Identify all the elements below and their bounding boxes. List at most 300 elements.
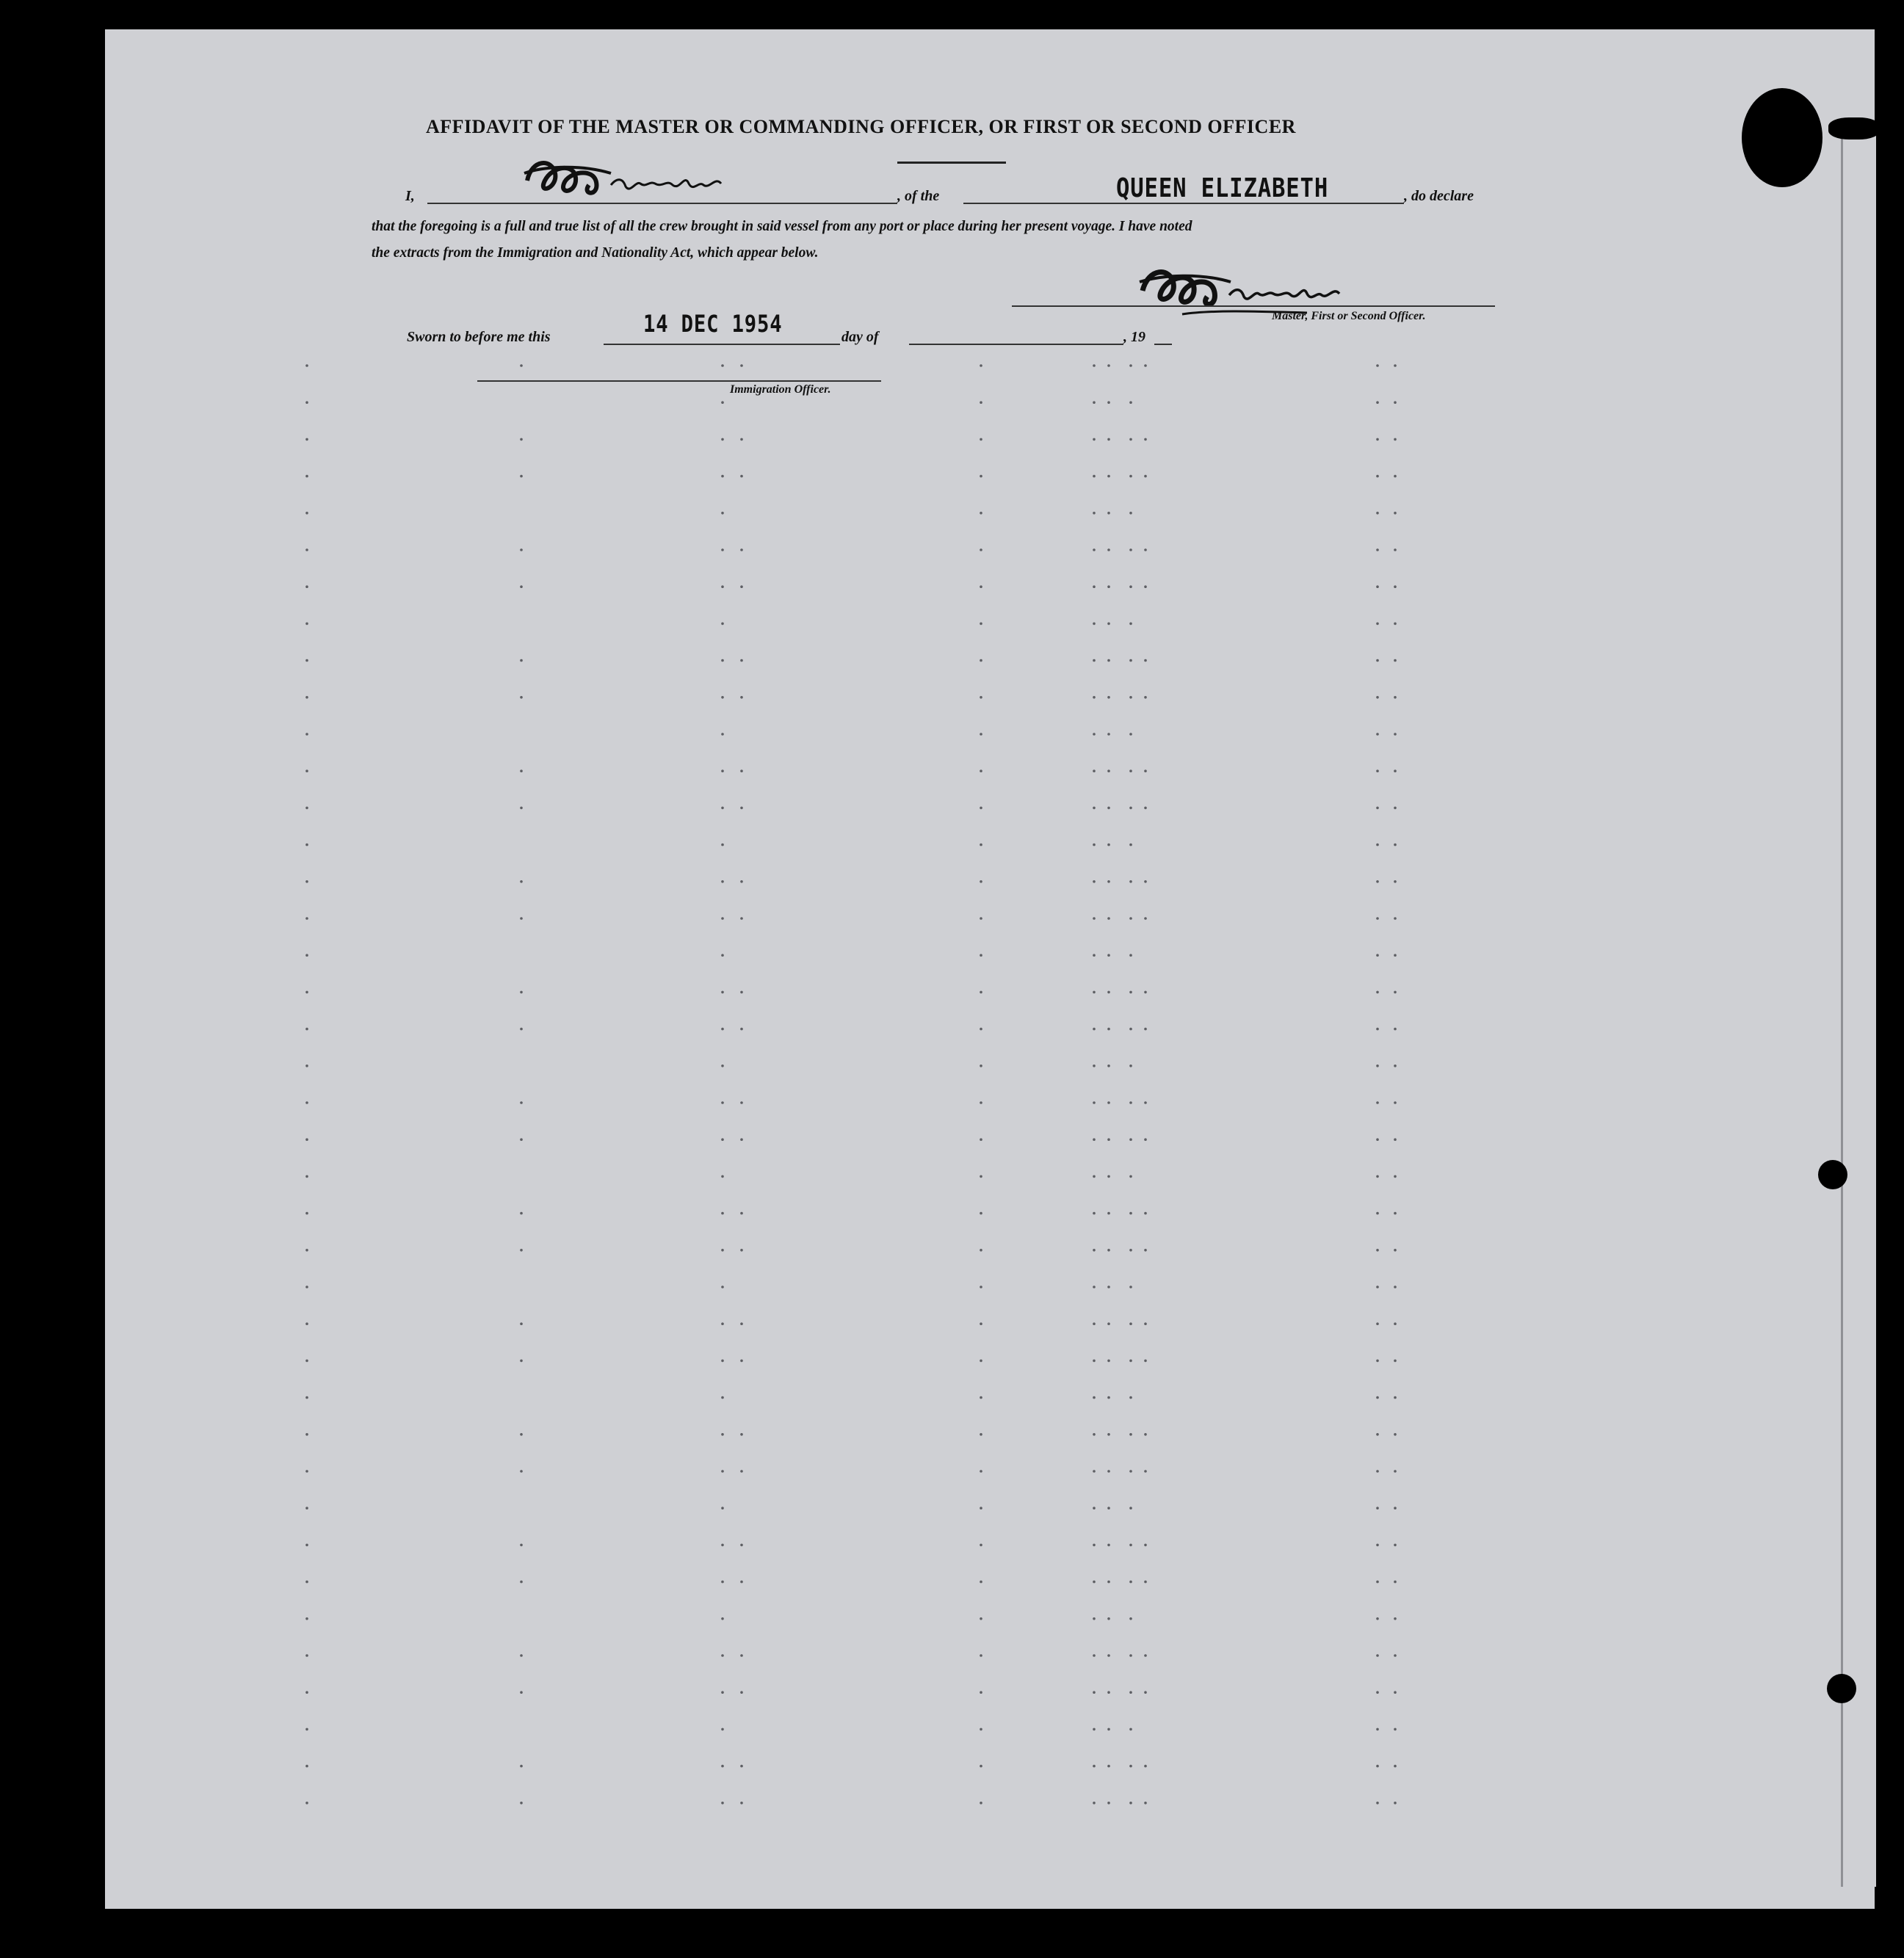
column-dot xyxy=(1093,1138,1096,1141)
column-dot xyxy=(980,1654,982,1657)
column-dot xyxy=(740,1028,743,1031)
column-dot xyxy=(305,1617,308,1620)
column-dot xyxy=(1144,1101,1147,1104)
column-dot xyxy=(305,548,308,551)
column-dot xyxy=(1107,1691,1110,1694)
column-dot xyxy=(1144,769,1147,772)
column-dot xyxy=(721,1470,724,1473)
column-dot xyxy=(721,1322,724,1325)
column-dot xyxy=(1093,880,1096,883)
column-dot xyxy=(1107,991,1110,994)
column-dot xyxy=(1376,1691,1379,1694)
column-dot xyxy=(1376,1802,1379,1805)
statement-line-2: the extracts from the Immigration and Nationality Act, which appear below. xyxy=(372,245,819,261)
column-dot xyxy=(721,623,724,626)
column-dot xyxy=(520,1249,523,1252)
column-dot xyxy=(740,585,743,588)
column-dot xyxy=(520,1654,523,1657)
column-dot xyxy=(1394,1175,1397,1178)
column-dot xyxy=(1107,548,1110,551)
column-dot xyxy=(305,1101,308,1104)
column-dot xyxy=(1107,844,1110,846)
column-dot xyxy=(1376,1138,1379,1141)
column-dot xyxy=(1107,1101,1110,1104)
column-dot xyxy=(1129,659,1132,662)
column-dot xyxy=(1093,1802,1096,1805)
do-declare-label: , do declare xyxy=(1404,188,1474,204)
column-dot xyxy=(1129,1286,1132,1288)
column-dot xyxy=(305,954,308,957)
column-dot xyxy=(1129,1065,1132,1067)
column-dot xyxy=(1129,1101,1132,1104)
column-dot xyxy=(1093,1360,1096,1363)
column-dot xyxy=(305,1470,308,1473)
column-dot xyxy=(1394,1138,1397,1141)
column-dot xyxy=(980,1544,982,1547)
column-dot xyxy=(520,1544,523,1547)
column-dot xyxy=(305,1691,308,1694)
column-dot xyxy=(305,1802,308,1805)
column-dot xyxy=(1376,991,1379,994)
column-dot xyxy=(1107,917,1110,920)
column-dot xyxy=(721,364,724,367)
column-dot xyxy=(305,401,308,404)
column-dot xyxy=(1129,623,1132,626)
column-dot xyxy=(1093,696,1096,699)
column-dot xyxy=(1144,991,1147,994)
column-dot xyxy=(1129,1765,1132,1768)
column-dot xyxy=(1093,512,1096,515)
column-dot xyxy=(740,1433,743,1436)
column-dot xyxy=(1394,844,1397,846)
column-dot xyxy=(1144,696,1147,699)
column-dot xyxy=(520,548,523,551)
column-dot xyxy=(1394,1212,1397,1215)
column-dot xyxy=(1093,1322,1096,1325)
column-dot xyxy=(1129,401,1132,404)
column-dot xyxy=(721,696,724,699)
column-dot xyxy=(980,623,982,626)
column-dot xyxy=(1093,1728,1096,1731)
column-dot xyxy=(1376,807,1379,810)
column-dot xyxy=(1107,1322,1110,1325)
column-dot xyxy=(305,991,308,994)
column-dot xyxy=(1144,1360,1147,1363)
column-dot xyxy=(1394,364,1397,367)
column-dot xyxy=(305,475,308,478)
column-dot xyxy=(980,1322,982,1325)
column-dot xyxy=(1093,1286,1096,1288)
column-dot xyxy=(1093,1065,1096,1067)
sworn-prefix: Sworn to before me this xyxy=(407,329,551,345)
column-dot xyxy=(305,438,308,441)
column-dot xyxy=(305,623,308,626)
column-dot xyxy=(980,807,982,810)
column-dot xyxy=(1107,1433,1110,1436)
column-dot xyxy=(721,1028,724,1031)
column-dot xyxy=(980,512,982,515)
column-dot xyxy=(305,844,308,846)
column-dot xyxy=(1129,917,1132,920)
column-dot xyxy=(980,769,982,772)
column-dot xyxy=(1394,1396,1397,1399)
column-dot xyxy=(305,1138,308,1141)
column-dot xyxy=(1376,1617,1379,1620)
column-dot xyxy=(1107,1654,1110,1657)
column-dot xyxy=(980,1249,982,1252)
column-dot xyxy=(1107,1212,1110,1215)
column-dot xyxy=(721,1654,724,1657)
column-dot xyxy=(305,1544,308,1547)
vessel-name: QUEEN ELIZABETH xyxy=(1116,173,1329,203)
column-dot xyxy=(1107,1065,1110,1067)
column-dot xyxy=(305,1028,308,1031)
column-dot xyxy=(1394,1728,1397,1731)
column-dot xyxy=(1394,1360,1397,1363)
column-dot xyxy=(1129,1175,1132,1178)
column-dot xyxy=(1376,917,1379,920)
column-dot xyxy=(1107,1360,1110,1363)
column-dot xyxy=(1129,1322,1132,1325)
column-dot xyxy=(980,1101,982,1104)
column-dot xyxy=(980,1617,982,1620)
column-dot xyxy=(305,1581,308,1584)
column-dot xyxy=(1394,1802,1397,1805)
column-dot xyxy=(520,475,523,478)
column-dot xyxy=(980,733,982,736)
column-dot xyxy=(1376,1286,1379,1288)
column-dot xyxy=(305,1065,308,1067)
column-dot xyxy=(1394,548,1397,551)
column-dot xyxy=(740,364,743,367)
column-dot xyxy=(1129,1617,1132,1620)
column-dot xyxy=(1093,1249,1096,1252)
column-dot xyxy=(1129,512,1132,515)
column-dot xyxy=(1144,1212,1147,1215)
column-dot xyxy=(980,1691,982,1694)
column-dot xyxy=(1394,1544,1397,1547)
column-dot xyxy=(1394,438,1397,441)
column-dot xyxy=(980,696,982,699)
column-dot xyxy=(1129,364,1132,367)
column-dot xyxy=(980,1028,982,1031)
column-dot xyxy=(1093,769,1096,772)
column-dot xyxy=(1394,475,1397,478)
column-dot xyxy=(1376,1175,1379,1178)
column-dot xyxy=(1376,1212,1379,1215)
column-dot xyxy=(520,364,523,367)
column-dot xyxy=(520,1802,523,1805)
column-dot xyxy=(980,364,982,367)
immigration-caption: Immigration Officer. xyxy=(730,383,831,396)
column-dot xyxy=(980,954,982,957)
column-dot xyxy=(1376,1322,1379,1325)
column-dot xyxy=(520,880,523,883)
column-dot xyxy=(1107,475,1110,478)
column-dot xyxy=(1144,1028,1147,1031)
column-dot xyxy=(1376,696,1379,699)
column-dot xyxy=(721,1396,724,1399)
column-dot xyxy=(1107,623,1110,626)
title-underline xyxy=(897,162,1006,164)
column-dot xyxy=(1144,1433,1147,1436)
column-dot xyxy=(305,917,308,920)
column-dot xyxy=(721,844,724,846)
column-dot xyxy=(520,1691,523,1694)
column-dot xyxy=(305,1396,308,1399)
column-dot xyxy=(1394,585,1397,588)
column-dot xyxy=(1129,1506,1132,1509)
column-dot xyxy=(1093,807,1096,810)
column-dot xyxy=(1107,1249,1110,1252)
column-dot xyxy=(980,1506,982,1509)
column-dot xyxy=(1107,1506,1110,1509)
column-dot xyxy=(520,769,523,772)
column-dot xyxy=(1376,401,1379,404)
column-dot xyxy=(1376,438,1379,441)
column-dot xyxy=(1093,1470,1096,1473)
column-dot xyxy=(305,659,308,662)
column-dot xyxy=(1107,364,1110,367)
column-dot xyxy=(980,1470,982,1473)
immigration-officer-line xyxy=(477,380,881,382)
column-dot xyxy=(1129,844,1132,846)
column-dot xyxy=(980,475,982,478)
column-dot xyxy=(1107,401,1110,404)
column-dot xyxy=(1093,1101,1096,1104)
column-dot xyxy=(1394,696,1397,699)
column-dot xyxy=(520,1138,523,1141)
column-dot xyxy=(980,880,982,883)
column-dot xyxy=(1129,807,1132,810)
column-dot xyxy=(721,1138,724,1141)
column-dot xyxy=(740,1691,743,1694)
column-dot xyxy=(1129,1728,1132,1731)
column-dot xyxy=(740,1544,743,1547)
column-dot xyxy=(520,438,523,441)
column-dot xyxy=(305,807,308,810)
signature-declarant xyxy=(523,151,736,210)
column-dot xyxy=(1394,1506,1397,1509)
column-dot xyxy=(980,844,982,846)
day-of-label: day of xyxy=(841,329,879,345)
column-dot xyxy=(305,364,308,367)
column-dot xyxy=(1093,1433,1096,1436)
declarant-prefix: I, xyxy=(405,188,415,204)
column-dot xyxy=(520,1028,523,1031)
column-dot xyxy=(1394,1028,1397,1031)
column-dot xyxy=(1376,1360,1379,1363)
column-dot xyxy=(721,585,724,588)
column-dot xyxy=(1093,438,1096,441)
column-dot xyxy=(1107,1286,1110,1288)
column-dot xyxy=(305,1249,308,1252)
column-dot xyxy=(1093,1212,1096,1215)
column-dot xyxy=(980,1175,982,1178)
column-dot xyxy=(1394,1249,1397,1252)
column-dot xyxy=(1144,1249,1147,1252)
column-dot xyxy=(1144,1691,1147,1694)
column-dot xyxy=(740,1249,743,1252)
column-dot xyxy=(520,1322,523,1325)
column-dot xyxy=(1376,1765,1379,1768)
column-dot xyxy=(1107,880,1110,883)
column-dot xyxy=(305,1175,308,1178)
column-dot xyxy=(520,696,523,699)
column-dot xyxy=(1144,1654,1147,1657)
column-dot xyxy=(1129,991,1132,994)
column-dot xyxy=(305,1728,308,1731)
column-dot xyxy=(721,548,724,551)
statement-line-1: that the foregoing is a full and true list of all the crew brought in said vessel from any port or place during her present voyage. I have noted xyxy=(372,219,1192,234)
column-dot xyxy=(1093,623,1096,626)
column-dot xyxy=(1394,769,1397,772)
sworn-day-line xyxy=(604,344,840,345)
column-dot xyxy=(1107,585,1110,588)
column-dot xyxy=(740,991,743,994)
column-dot xyxy=(1129,1212,1132,1215)
column-dot xyxy=(980,1212,982,1215)
column-dot xyxy=(980,1286,982,1288)
column-dot xyxy=(721,1617,724,1620)
column-dot xyxy=(1394,1654,1397,1657)
column-dot xyxy=(721,733,724,736)
column-dot xyxy=(721,1175,724,1178)
column-dot xyxy=(1107,1396,1110,1399)
column-dot xyxy=(1129,769,1132,772)
column-dot xyxy=(1107,512,1110,515)
column-dot xyxy=(740,807,743,810)
column-dot xyxy=(520,1212,523,1215)
column-dot xyxy=(980,1138,982,1141)
column-dot xyxy=(1144,1581,1147,1584)
column-dot xyxy=(1129,954,1132,957)
column-dot xyxy=(1376,1065,1379,1067)
column-dot xyxy=(1394,1765,1397,1768)
month-line xyxy=(909,344,1123,345)
column-dot xyxy=(305,1765,308,1768)
column-dot xyxy=(721,512,724,515)
column-dot xyxy=(1107,438,1110,441)
column-dot xyxy=(1376,1728,1379,1731)
column-dot xyxy=(1093,659,1096,662)
column-dot xyxy=(740,769,743,772)
column-dot xyxy=(1144,1470,1147,1473)
column-dot xyxy=(1376,1581,1379,1584)
column-dot xyxy=(1107,733,1110,736)
year-line xyxy=(1154,344,1172,345)
column-dot xyxy=(1394,1617,1397,1620)
column-dot xyxy=(721,659,724,662)
column-dot xyxy=(1376,623,1379,626)
column-dot xyxy=(1144,364,1147,367)
column-dot xyxy=(1129,475,1132,478)
column-dot xyxy=(740,1322,743,1325)
column-dot xyxy=(740,659,743,662)
column-dot xyxy=(721,769,724,772)
column-dot xyxy=(305,1360,308,1363)
column-dot xyxy=(721,1691,724,1694)
column-dot xyxy=(1129,1470,1132,1473)
column-dot xyxy=(721,1249,724,1252)
column-dot xyxy=(305,1654,308,1657)
column-dot xyxy=(1107,807,1110,810)
column-dot xyxy=(1376,1433,1379,1436)
column-dot xyxy=(1376,844,1379,846)
column-dot xyxy=(305,733,308,736)
column-dot xyxy=(1093,548,1096,551)
column-dot xyxy=(1093,401,1096,404)
column-dot xyxy=(721,1506,724,1509)
column-dot xyxy=(520,807,523,810)
column-dot xyxy=(1144,438,1147,441)
column-dot xyxy=(520,659,523,662)
column-dot xyxy=(1129,1691,1132,1694)
column-dot xyxy=(740,1470,743,1473)
column-dot xyxy=(1394,733,1397,736)
column-dot xyxy=(1376,585,1379,588)
column-dot xyxy=(1129,438,1132,441)
column-dot xyxy=(1129,1581,1132,1584)
column-dot xyxy=(721,1581,724,1584)
column-dot xyxy=(1129,585,1132,588)
column-dot xyxy=(1144,585,1147,588)
officer-caption: Master, First or Second Officer. xyxy=(1272,310,1426,322)
column-dot xyxy=(1129,1433,1132,1436)
column-dot xyxy=(1107,769,1110,772)
column-dot xyxy=(305,880,308,883)
column-dot xyxy=(1107,659,1110,662)
column-dot xyxy=(1129,1802,1132,1805)
column-dot xyxy=(1144,1138,1147,1141)
column-dot xyxy=(721,917,724,920)
column-dot xyxy=(305,696,308,699)
column-dot xyxy=(980,438,982,441)
column-dot xyxy=(1107,1617,1110,1620)
column-dot xyxy=(305,585,308,588)
column-dot xyxy=(1107,696,1110,699)
column-dot xyxy=(1107,954,1110,957)
column-dot xyxy=(1394,1286,1397,1288)
column-dot xyxy=(980,1728,982,1731)
column-dot xyxy=(1129,1654,1132,1657)
column-dot xyxy=(740,475,743,478)
column-dot xyxy=(740,1802,743,1805)
column-dot xyxy=(520,917,523,920)
column-dot xyxy=(1376,1470,1379,1473)
column-dot xyxy=(721,1212,724,1215)
column-dot xyxy=(520,585,523,588)
column-dot xyxy=(520,1101,523,1104)
column-dot xyxy=(1394,991,1397,994)
column-dot xyxy=(1376,1544,1379,1547)
column-dot xyxy=(980,1065,982,1067)
column-dot xyxy=(740,1581,743,1584)
column-dot xyxy=(980,1802,982,1805)
column-dot xyxy=(980,991,982,994)
column-dot xyxy=(980,1360,982,1363)
column-dot xyxy=(1129,733,1132,736)
column-dot xyxy=(1093,733,1096,736)
column-dot xyxy=(740,438,743,441)
column-dot xyxy=(721,1728,724,1731)
column-dot xyxy=(980,1581,982,1584)
column-dot xyxy=(1376,1249,1379,1252)
column-dot xyxy=(1093,917,1096,920)
column-dot xyxy=(1107,1765,1110,1768)
column-dot xyxy=(1144,1544,1147,1547)
column-dot xyxy=(721,1765,724,1768)
